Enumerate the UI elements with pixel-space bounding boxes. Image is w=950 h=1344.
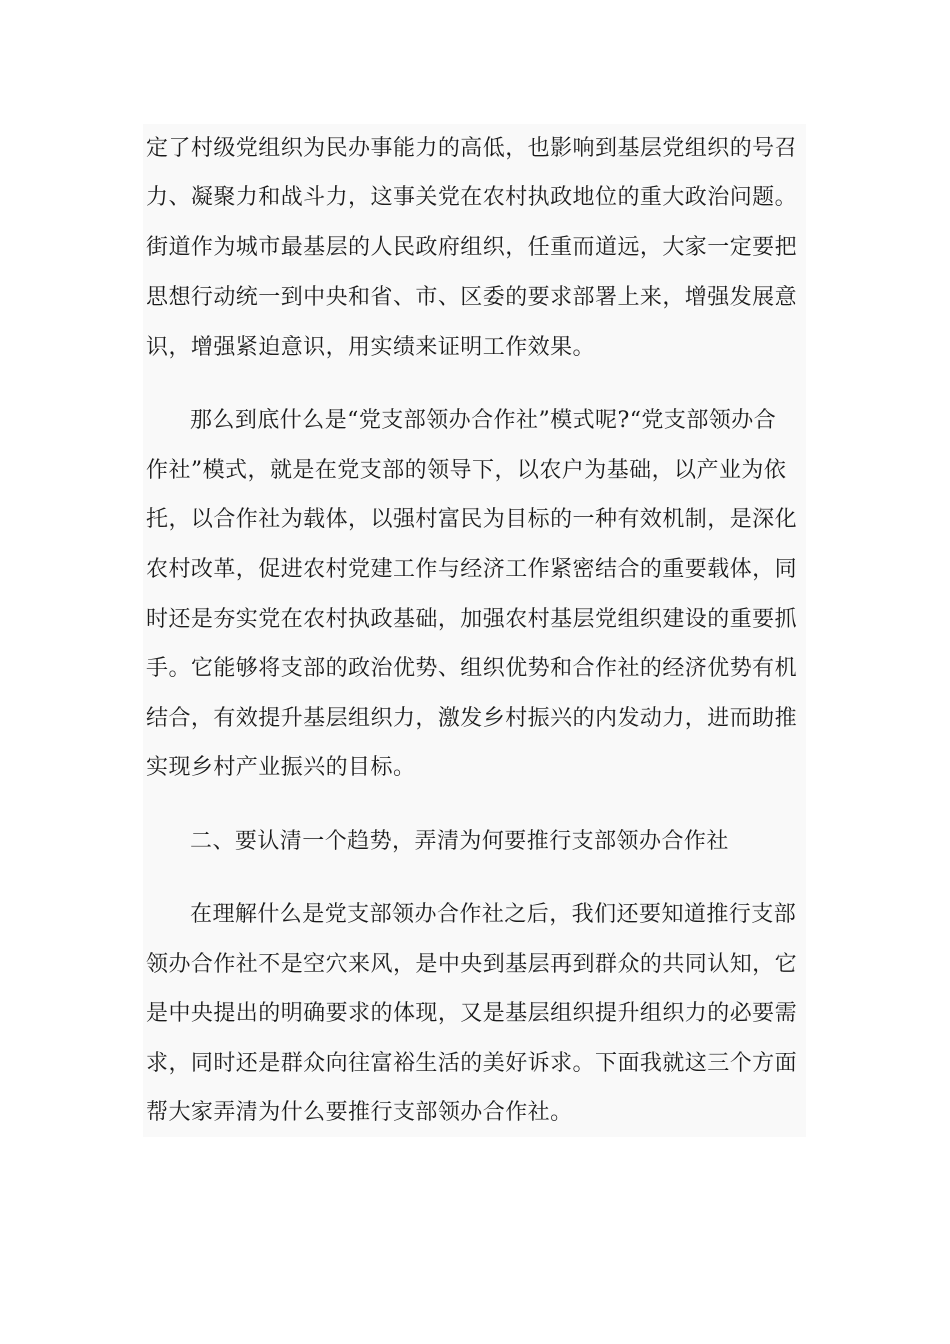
paragraph-line: 农村改革，促进农村党建工作与经济工作紧密结合的重要载体，同 xyxy=(146,557,798,582)
paragraph-line: 识，增强紧迫意识，用实绩来证明工作效果。 xyxy=(146,335,596,360)
paragraph-line: 思想行动统一到中央和省、市、区委的要求部署上来，增强发展意 xyxy=(146,285,798,310)
section-heading: 二、要认清一个趋势，弄清为何要推行支部领办合作社 xyxy=(190,829,729,854)
paragraph-line: 时还是夯实党在农村执政基础，加强农村基层党组织建设的重要抓 xyxy=(146,607,798,632)
paragraph-line: 手。它能够将支部的政治优势、组织优势和合作社的经济优势有机 xyxy=(146,656,798,681)
paragraph-line: 帮大家弄清为什么要推行支部领办合作社。 xyxy=(146,1100,573,1125)
paragraph-line: 在理解什么是党支部领办合作社之后，我们还要知道推行支部 xyxy=(190,902,797,927)
paragraph-line: 领办合作社不是空穴来风，是中央到基层再到群众的共同认知，它 xyxy=(146,952,798,977)
paragraph-line: 求，同时还是群众向往富裕生活的美好诉求。下面我就这三个方面 xyxy=(146,1051,798,1076)
paragraph-line: 实现乡村产业振兴的目标。 xyxy=(146,755,416,780)
paragraph-line: 力、凝聚力和战斗力，这事关党在农村执政地位的重大政治问题。 xyxy=(146,185,798,210)
paragraph-line: 托，以合作社为载体，以强村富民为目标的一种有效机制，是深化 xyxy=(146,507,798,532)
paragraph-line: 街道作为城市最基层的人民政府组织，任重而道远，大家一定要把 xyxy=(146,235,798,260)
paragraph-line: 那么到底什么是“党支部领办合作社”模式呢?“党支部领办合 xyxy=(190,408,777,433)
paragraph-line: 结合，有效提升基层组织力，激发乡村振兴的内发动力，进而助推 xyxy=(146,706,798,731)
paragraph-line: 作社”模式，就是在党支部的领导下，以农户为基础，以产业为依 xyxy=(146,458,787,483)
paragraph-line: 定了村级党组织为民办事能力的高低，也影响到基层党组织的号召 xyxy=(146,136,798,161)
paragraph-line: 是中央提出的明确要求的体现，又是基层组织提升组织力的必要需 xyxy=(146,1001,798,1026)
